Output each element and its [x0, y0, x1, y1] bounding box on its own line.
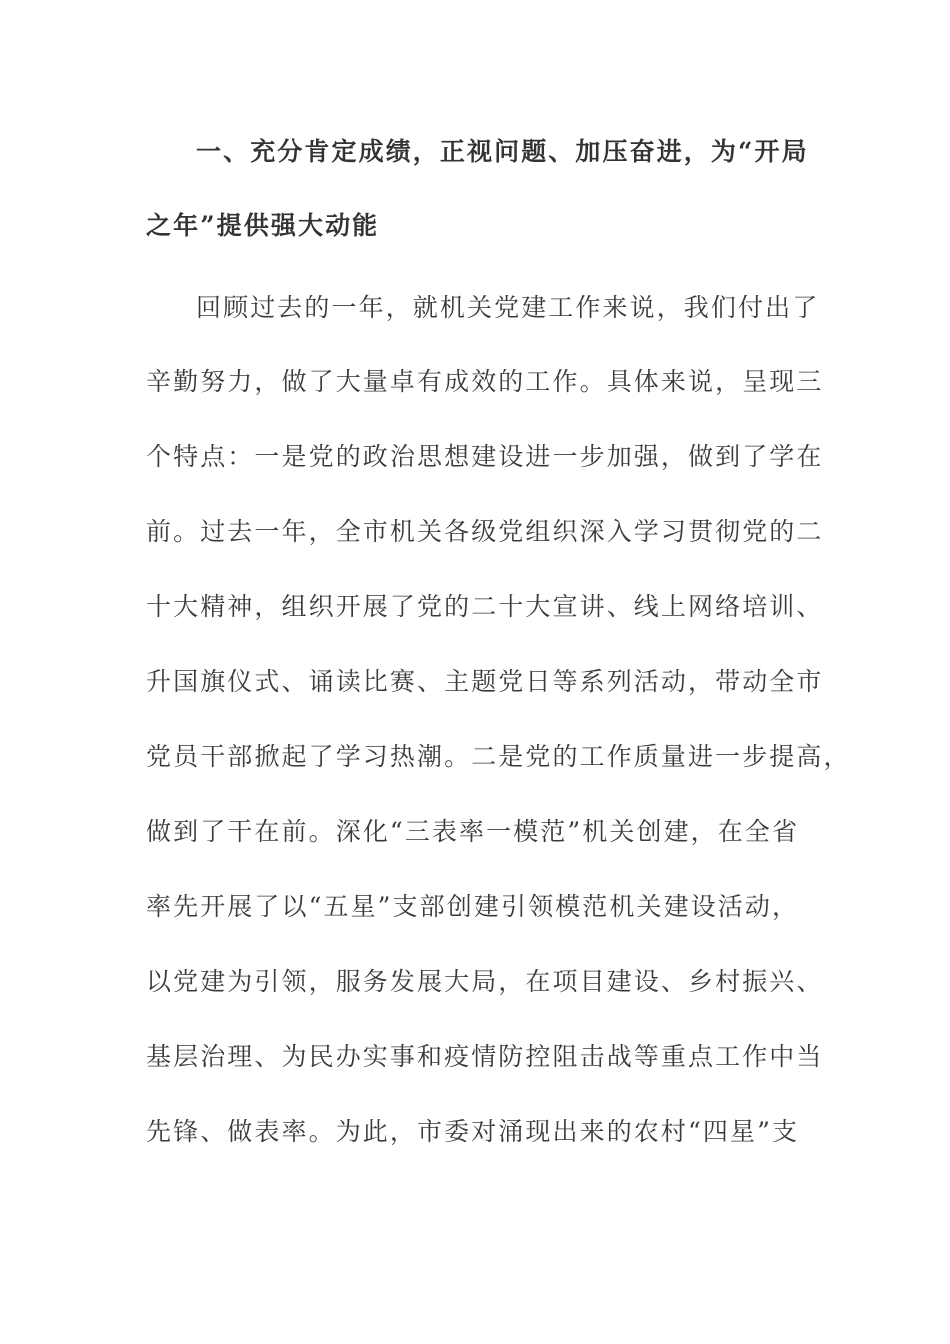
body-text-line-11: 基层治理、为民办实事和疫情防控阻击战等重点工作中当 [146, 1042, 824, 1071]
body-text-line-7: 党员干部掀起了学习热潮。二是党的工作质量进一步提高， [146, 742, 851, 771]
body-text-line-4: 前。过去一年，全市机关各级党组织深入学习贯彻党的二 [146, 517, 824, 546]
body-text-line-5: 十大精神，组织开展了党的二十大宣讲、线上网络培训、 [146, 592, 824, 621]
body-text-line-9: 率先开展了以“五星”支部创建引领模范机关建设活动， [146, 892, 800, 921]
body-text-line-6: 升国旗仪式、诵读比赛、主题党日等系列活动，带动全市 [146, 667, 824, 696]
body-text-line-2: 辛勤努力，做了大量卓有成效的工作。具体来说，呈现三 [146, 367, 824, 396]
body-text-line-1: 回顾过去的一年，就机关党建工作来说，我们付出了 [196, 293, 820, 322]
body-text-line-3: 个特点：一是党的政治思想建设进一步加强，做到了学在 [146, 442, 824, 471]
body-text-line-10: 以党建为引领，服务发展大局，在项目建设、乡村振兴、 [146, 967, 824, 996]
section-heading-line-2: 之年”提供强大动能 [146, 211, 380, 240]
body-text-line-12: 先锋、做表率。为此，市委对涌现出来的农村“四星”支 [146, 1117, 800, 1146]
section-heading-line-1: 一、充分肯定成绩，正视问题、加压奋进，为“开局 [196, 137, 809, 166]
body-text-line-8: 做到了干在前。深化“三表率一模范”机关创建，在全省 [146, 817, 800, 846]
